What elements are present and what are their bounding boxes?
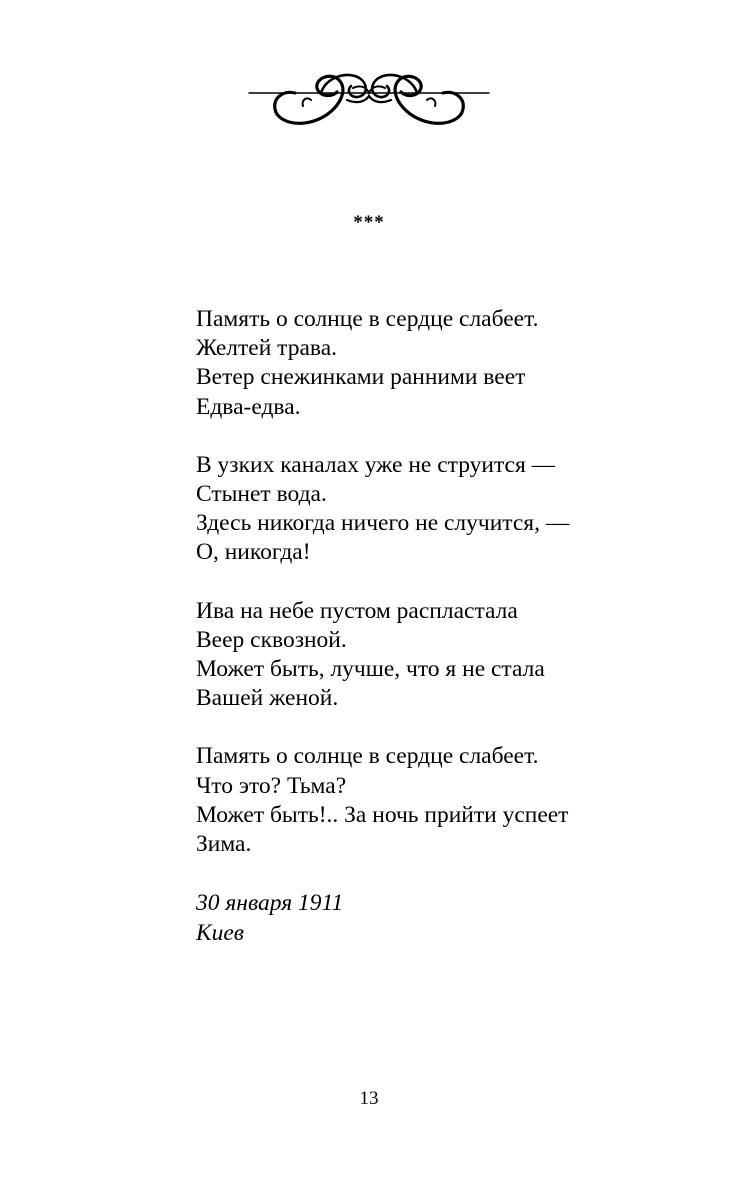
poem-date: 30 января 1911	[196, 890, 344, 916]
poem-line: Здесь никогда ничего не случится, —	[196, 510, 570, 537]
scroll-flourish-icon	[243, 62, 495, 134]
page-number: 13	[359, 1088, 379, 1109]
poem-line: Может быть!.. За ночь прийти успеет	[196, 801, 569, 828]
poem-line: В узких каналах уже не струится —	[196, 451, 556, 478]
poem-body	[196, 305, 676, 888]
poem-line: Память о солнце в сердце слабеет.	[196, 306, 539, 332]
poem-place: Киев	[196, 920, 244, 946]
stanza-1	[196, 305, 676, 422]
poem-line: О, никогда!	[196, 539, 311, 566]
poem-line: Стынет вода.	[196, 481, 327, 508]
poem-line: Вашей женой.	[196, 685, 339, 712]
poem-line: Зима.	[196, 831, 252, 858]
poem-line: Может быть, лучше, что я не стала	[196, 656, 545, 683]
poem-signature	[196, 888, 343, 948]
stanza-4	[196, 742, 676, 859]
poem-line: Веер сквозной.	[196, 626, 347, 653]
poem-line: Едва-едва.	[196, 393, 301, 420]
poem-line: Ветер снежинками ранними веет	[196, 364, 526, 391]
poem-line: Что это? Тьма?	[196, 772, 347, 799]
stanza-3	[196, 597, 676, 714]
poem-line: Ива на небе пустом распластала	[196, 597, 518, 624]
stanza-2	[196, 451, 676, 568]
poem-line: Память о солнце в сердце слабеет.	[196, 743, 539, 770]
section-separator: ***	[353, 212, 385, 233]
poem-line: Желтей трава.	[196, 335, 337, 362]
